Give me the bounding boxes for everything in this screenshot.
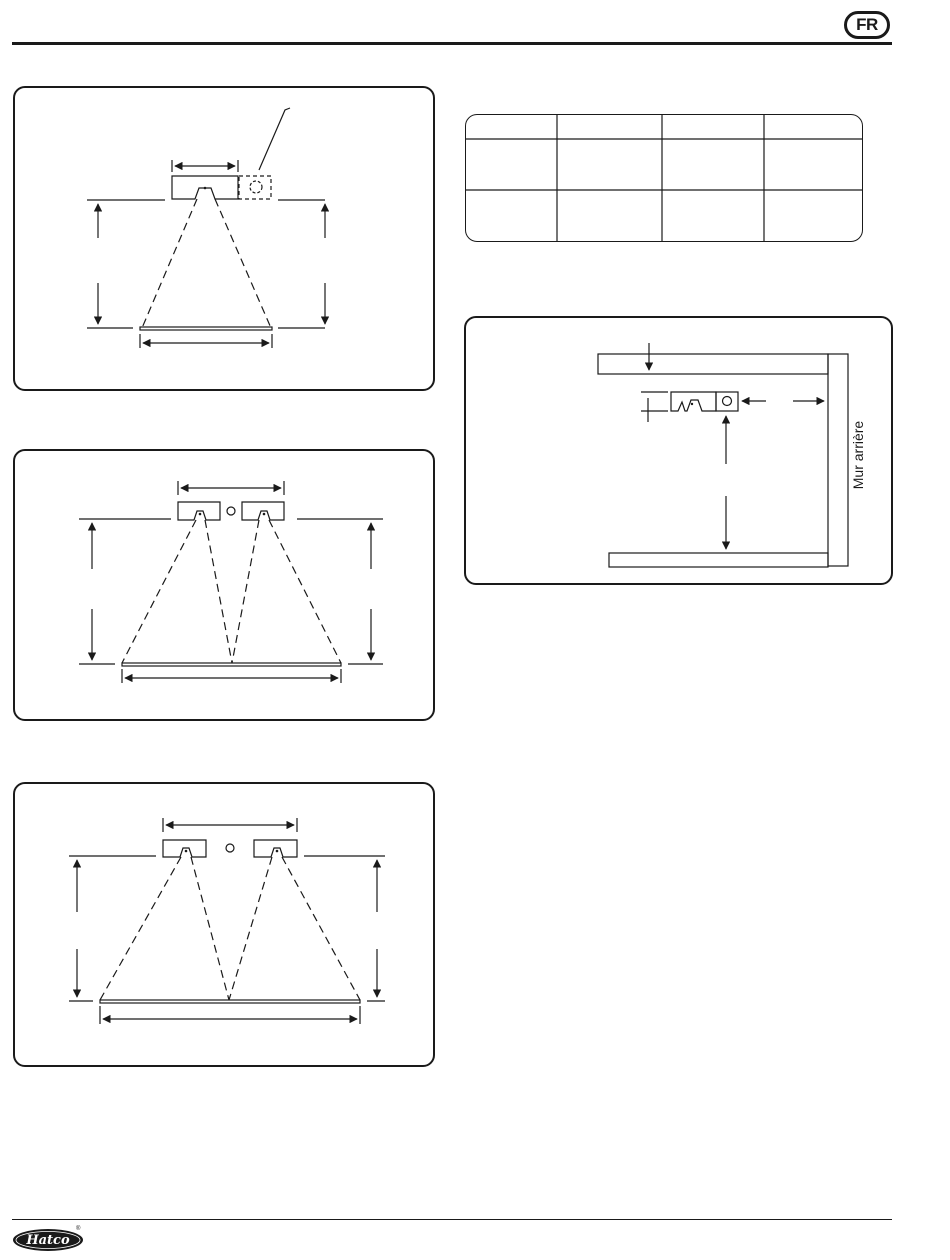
registered-mark: ® [76, 1226, 81, 1232]
hatco-logo [12, 1228, 84, 1252]
single-unit-diagram [15, 88, 437, 393]
dual-unit-close-diagram [15, 451, 437, 723]
language-badge: FR [844, 11, 890, 39]
spacing-table [465, 114, 863, 242]
header-rule [12, 42, 892, 45]
dual-unit-wide-diagram [15, 784, 437, 1069]
figure-dual-unit-wide [13, 782, 435, 1067]
table-grid [466, 115, 863, 242]
footer-rule [12, 1219, 892, 1220]
logo-wordmark: Hatco [26, 1232, 70, 1248]
figure-dual-unit-close [13, 449, 435, 721]
side-clearance-diagram [466, 318, 895, 587]
figure-side-clearance [464, 316, 893, 585]
rear-wall-label: Mur arrière [850, 420, 866, 490]
figure-single-unit [13, 86, 435, 391]
